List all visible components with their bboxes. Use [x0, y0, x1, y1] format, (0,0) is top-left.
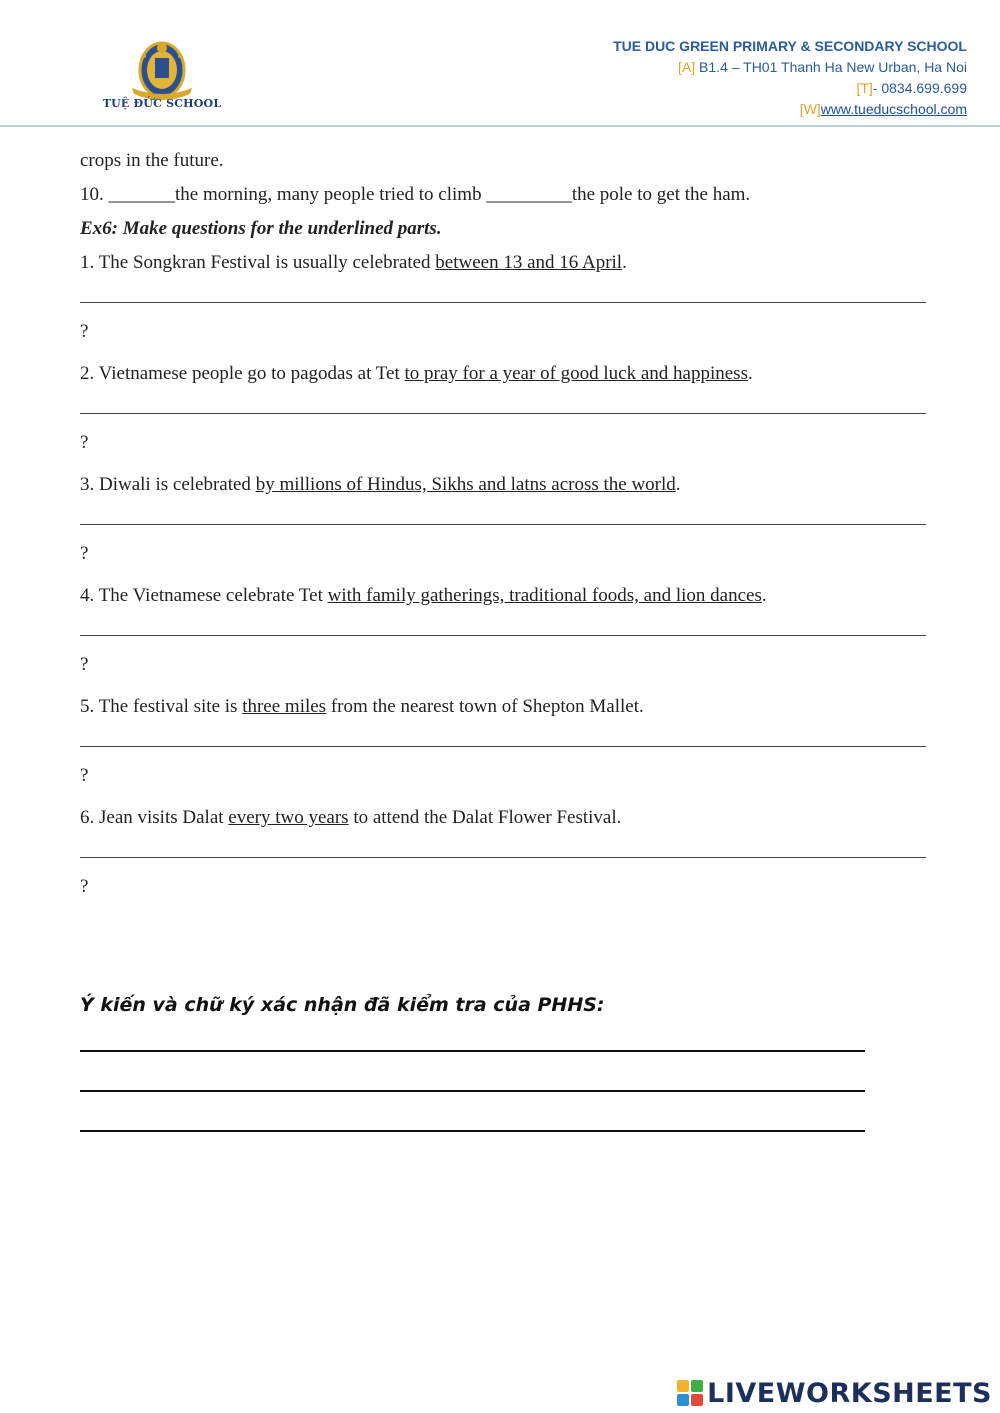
- question-prefix: 5. The festival site is: [80, 696, 243, 717]
- question-mark: ?: [80, 765, 89, 786]
- school-contact-block: [613, 36, 967, 120]
- address-tag: [A]: [678, 59, 696, 75]
- question-text: [80, 583, 926, 609]
- answer-line[interactable]: [80, 524, 926, 525]
- parent-signature-section: [80, 994, 870, 1132]
- signature-line[interactable]: [80, 1090, 865, 1092]
- question-suffix: .: [675, 474, 681, 495]
- question-mark: ?: [80, 321, 89, 342]
- exercise-6-title: Ex6: Make questions for the underlined parts.: [80, 218, 442, 239]
- liveworksheets-wordmark: LIVEWORKSHEETS: [707, 1377, 992, 1409]
- phone-line: [613, 78, 967, 99]
- question-text: [80, 694, 926, 720]
- underlined-part: between 13 and 16 April: [435, 252, 623, 273]
- website-line: [613, 99, 967, 120]
- question-10: 10. _______the morning, many people tried to climb _________the pole to get the ham.: [80, 184, 751, 205]
- signature-line[interactable]: [80, 1130, 865, 1132]
- page-header: [0, 0, 1000, 130]
- underlined-part: every two years: [228, 807, 349, 828]
- continuation-text: crops in the future.: [80, 150, 224, 171]
- question-list: [80, 250, 926, 900]
- website-link[interactable]: www.tueducschool.com: [820, 101, 967, 117]
- question-suffix: .: [622, 252, 627, 273]
- school-name: TUE DUC GREEN PRIMARY & SECONDARY SCHOOL: [613, 38, 967, 54]
- address-line: [613, 57, 967, 78]
- underlined-part: with family gatherings, traditional foods, and lion dances: [327, 585, 762, 606]
- phone-tag: [T]: [856, 80, 873, 96]
- question-text: [80, 472, 926, 498]
- question-text: [80, 250, 926, 276]
- phone-text: - 0834.699.699: [872, 80, 967, 96]
- underlined-part: three miles: [242, 696, 327, 717]
- answer-line[interactable]: [80, 857, 926, 858]
- logo-caption: TUỆ ĐỨC SCHOOL: [102, 97, 222, 110]
- question-item: [80, 805, 926, 900]
- question-item: [80, 694, 926, 789]
- question-suffix: .: [747, 363, 753, 384]
- question-item: [80, 250, 926, 345]
- liveworksheets-logo-icon: [677, 1380, 703, 1406]
- question-suffix: from the nearest town of Shepton Mallet.: [326, 696, 644, 717]
- answer-line[interactable]: [80, 302, 926, 303]
- underlined-part: to pray for a year of good luck and happiness: [404, 363, 748, 384]
- address-text: B1.4 – TH01 Thanh Ha New Urban, Ha Noi: [695, 59, 967, 75]
- question-mark: ?: [80, 543, 89, 564]
- question-suffix: to attend the Dalat Flower Festival.: [348, 807, 622, 828]
- header-divider: [0, 125, 1000, 127]
- question-prefix: 4. The Vietnamese celebrate Tet: [80, 585, 328, 606]
- question-text: [80, 805, 926, 831]
- question-item: [80, 583, 926, 678]
- question-mark: ?: [80, 654, 89, 675]
- underlined-part: by millions of Hindus, Sikhs and latns across the world: [255, 474, 676, 495]
- question-text: [80, 361, 926, 387]
- answer-line[interactable]: [80, 635, 926, 636]
- liveworksheets-brand: [677, 1376, 992, 1410]
- parent-signature-title: Ý kiến và chữ ký xác nhận đã kiểm tra của PHHS:: [80, 994, 605, 1016]
- question-prefix: 1. The Songkran Festival is usually celebrated: [80, 252, 436, 273]
- question-item: [80, 472, 926, 567]
- answer-line[interactable]: [80, 413, 926, 414]
- question-item: [80, 361, 926, 456]
- question-prefix: 2. Vietnamese people go to pagodas at Tet: [80, 363, 405, 384]
- question-prefix: 3. Diwali is celebrated: [80, 474, 256, 495]
- answer-line[interactable]: [80, 746, 926, 747]
- question-suffix: .: [761, 585, 767, 606]
- question-mark: ?: [80, 432, 89, 453]
- worksheet-content: [80, 148, 926, 916]
- question-mark: ?: [80, 876, 89, 897]
- question-prefix: 6. Jean visits Dalat: [80, 807, 229, 828]
- web-tag: [W]: [799, 101, 821, 117]
- signature-line[interactable]: [80, 1050, 865, 1052]
